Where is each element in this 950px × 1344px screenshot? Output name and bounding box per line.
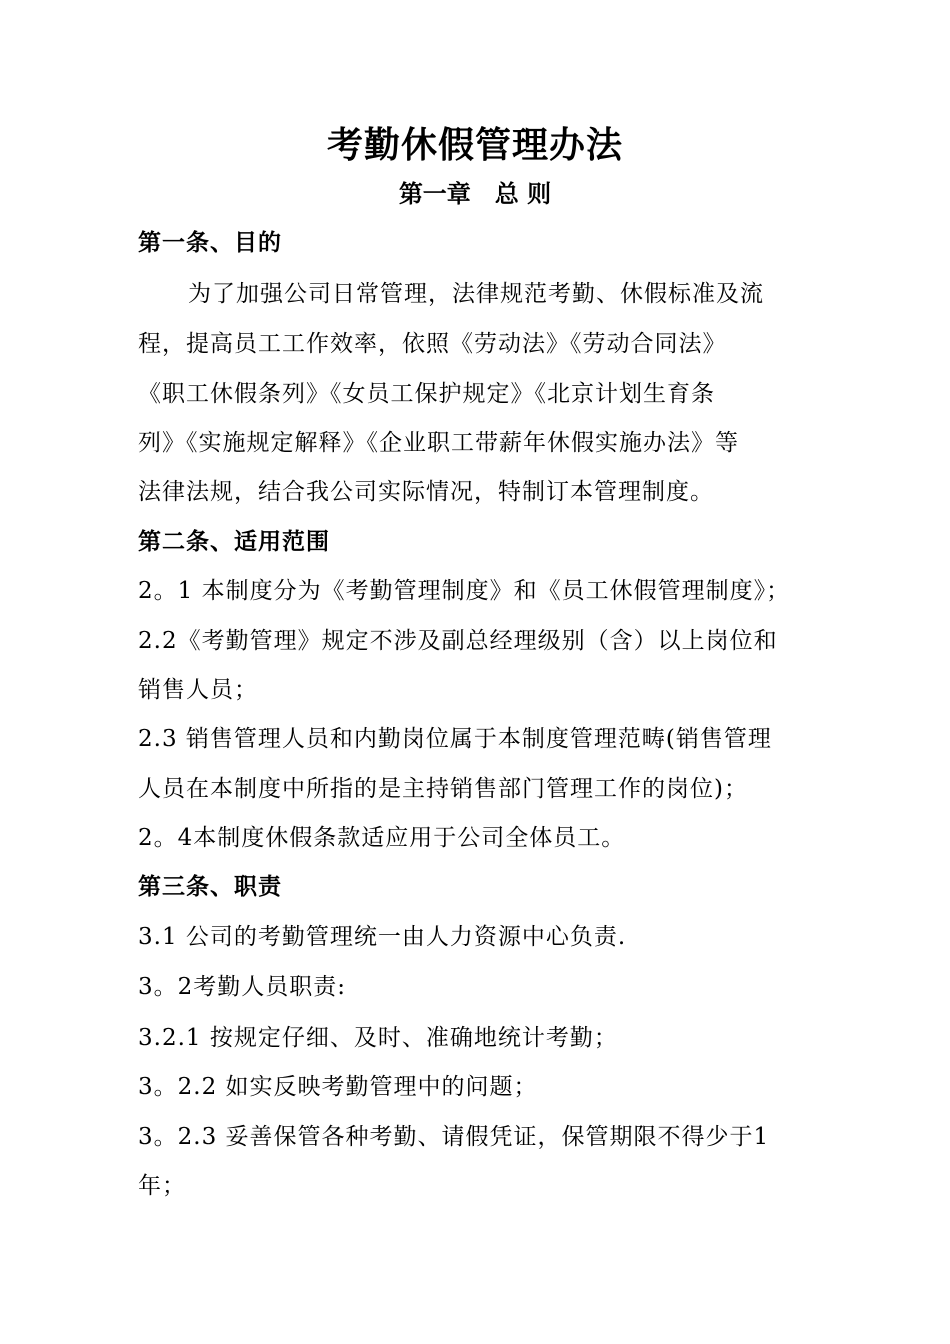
document-title: 考勤休假管理办法 — [326, 125, 623, 166]
clause-3-2-3: 3。2.3 妥善保管各种考勤、请假凭证，保管期限不得少于1 — [138, 1124, 770, 1150]
article-1-paragraph: 列》《实施规定解释》《企业职工带薪年休假实施办法》等 — [138, 430, 739, 456]
clause-2-1: 2。1 本制度分为《考勤管理制度》和《员工休假管理制度》； — [138, 578, 791, 604]
clause-3-2-3: 年； — [138, 1173, 186, 1199]
clause-2-2: 2.2《考勤管理》规定不涉及副总经理级别（含）以上岗位和 — [138, 628, 778, 654]
article-2-heading: 第二条、适用范围 — [138, 529, 330, 555]
clause-2-3: 2.3 销售管理人员和内勤岗位属于本制度管理范畴(销售管理 — [138, 726, 772, 752]
article-1-paragraph: 程，提高员工工作效率，依照《劳动法》《劳动合同法》 — [138, 331, 727, 357]
clause-3-2-2: 3。2.2 如实反映考勤管理中的问题； — [138, 1074, 538, 1100]
chapter-heading: 第一章 总 则 — [398, 180, 552, 208]
article-1-paragraph: 《职工休假条列》《女员工保护规定》《北京计划生育条 — [138, 381, 715, 407]
clause-2-2: 销售人员； — [138, 677, 258, 703]
article-1-paragraph: 法律法规，结合我公司实际情况，特制订本管理制度。 — [138, 479, 714, 505]
article-1-heading: 第一条、目的 — [138, 230, 282, 256]
clause-2-4: 2。4本制度休假条款适应用于公司全体员工。 — [138, 825, 626, 851]
article-1-paragraph: 为了加强公司日常管理，法律规范考勤、休假标准及流 — [188, 281, 764, 307]
clause-2-3: 人员在本制度中所指的是主持销售部门管理工作的岗位)； — [138, 776, 748, 802]
clause-3-2-1: 3.2.1 按规定仔细、及时、准确地统计考勤； — [138, 1025, 618, 1051]
clause-3-2: 3。2考勤人员职责: — [138, 974, 347, 1000]
article-3-heading: 第三条、职责 — [138, 874, 282, 900]
clause-3-1: 3.1 公司的考勤管理统一由人力资源中心负责. — [138, 924, 627, 950]
